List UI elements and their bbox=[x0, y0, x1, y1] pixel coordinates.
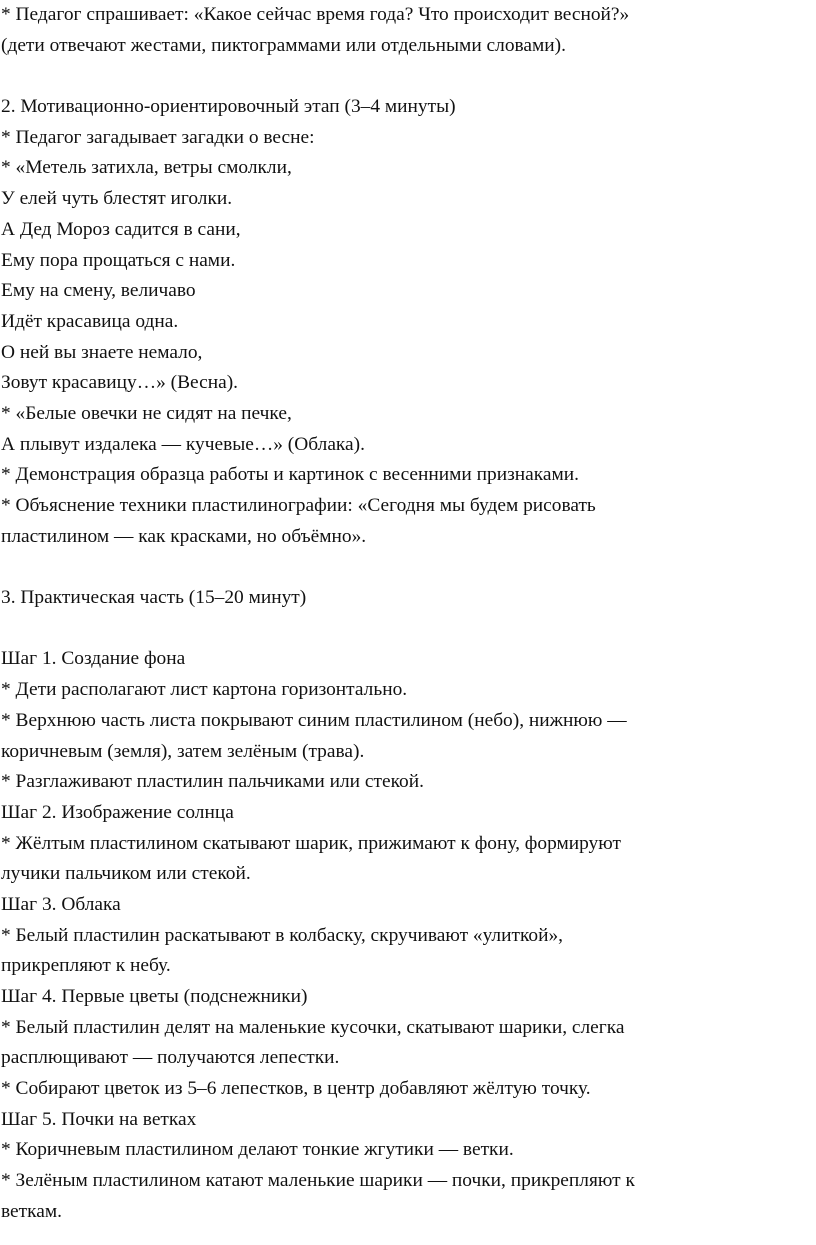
step-heading: Шаг 1. Создание фона bbox=[1, 648, 186, 670]
text-line: * Демонстрация образца работы и картинок с весенними признаками. bbox=[1, 464, 579, 486]
text-line: * Белый пластилин раскатывают в колбаску, скручивают «улиткой», bbox=[1, 924, 564, 946]
text-line: расплющивают — получаются лепестки. bbox=[1, 1047, 340, 1069]
riddle-line: У елей чуть блестят иголки. bbox=[1, 188, 233, 210]
text-line: пластилином — как красками, но объёмно». bbox=[1, 525, 367, 547]
text-line: * Дети располагают лист картона горизонтально. bbox=[1, 679, 408, 701]
section-heading: 2. Мотивационно-ориентировочный этап (3–4 минуты) bbox=[1, 96, 456, 118]
step-heading: Шаг 4. Первые цветы (подснежники) bbox=[1, 986, 308, 1007]
text-line: * Жёлтым пластилином скатывают шарик, прижимают к фону, формируют bbox=[1, 832, 621, 854]
text-line: лучики пальчиком или стекой. bbox=[1, 863, 251, 885]
text-line: * Педагог спрашивает: «Какое сейчас время года? Что происходит весной?» bbox=[1, 4, 630, 25]
riddle-line: * «Белые овечки не сидят на печке, bbox=[1, 402, 292, 424]
text-line: (дети отвечают жестами, пиктограммами или отдельными словами). bbox=[1, 34, 566, 56]
text-line: * Педагог загадывает загадки о весне: bbox=[1, 126, 315, 148]
riddle-line: А плывут издалека — кучевые…» (Облака). bbox=[1, 433, 365, 455]
step-heading: Шаг 3. Облака bbox=[1, 893, 121, 915]
blank-line bbox=[1, 61, 816, 92]
section-heading: 3. Практическая часть (15–20 минут) bbox=[1, 587, 307, 609]
riddle-line: Зовут красавицу…» (Весна). bbox=[1, 372, 239, 394]
text-line: * Разглаживают пластилин пальчиками или стекой. bbox=[1, 771, 424, 793]
text-line: прикрепляют к небу. bbox=[1, 955, 171, 977]
step-heading: Шаг 5. Почки на ветках bbox=[1, 1108, 197, 1130]
text-line: * Коричневым пластилином делают тонкие жгутики — ветки. bbox=[1, 1139, 514, 1161]
step-heading: Шаг 2. Изображение солнца bbox=[1, 801, 234, 823]
riddle-line: А Дед Мороз садится в сани, bbox=[1, 218, 241, 240]
riddle-line: Ему на смену, величаво bbox=[1, 280, 196, 302]
blank-line bbox=[1, 614, 816, 645]
text-line: * Верхнюю часть листа покрывают синим пластилином (небо), нижнюю — bbox=[1, 709, 627, 731]
text-line: * Объяснение техники пластилинографии: «Сегодня мы будем рисовать bbox=[1, 495, 596, 516]
riddle-line: * «Метель затихла, ветры смолкли, bbox=[1, 157, 292, 179]
riddle-line: Ему пора прощаться с нами. bbox=[1, 249, 236, 271]
text-line: * Зелёным пластилином катают маленькие шарики — почки, прикрепляют к bbox=[1, 1170, 635, 1192]
riddle-line: Идёт красавица одна. bbox=[1, 310, 179, 332]
text-line: веткам. bbox=[1, 1200, 62, 1222]
text-line: * Собирают цветок из 5–6 лепестков, в центр добавляют жёлтую точку. bbox=[1, 1078, 591, 1100]
text-line: коричневым (земля), затем зелёным (трава). bbox=[1, 740, 365, 762]
text-line: * Белый пластилин делят на маленькие кусочки, скатывают шарики, слегка bbox=[1, 1016, 625, 1038]
riddle-line: О ней вы знаете немало, bbox=[1, 341, 203, 363]
blank-line bbox=[1, 552, 816, 583]
